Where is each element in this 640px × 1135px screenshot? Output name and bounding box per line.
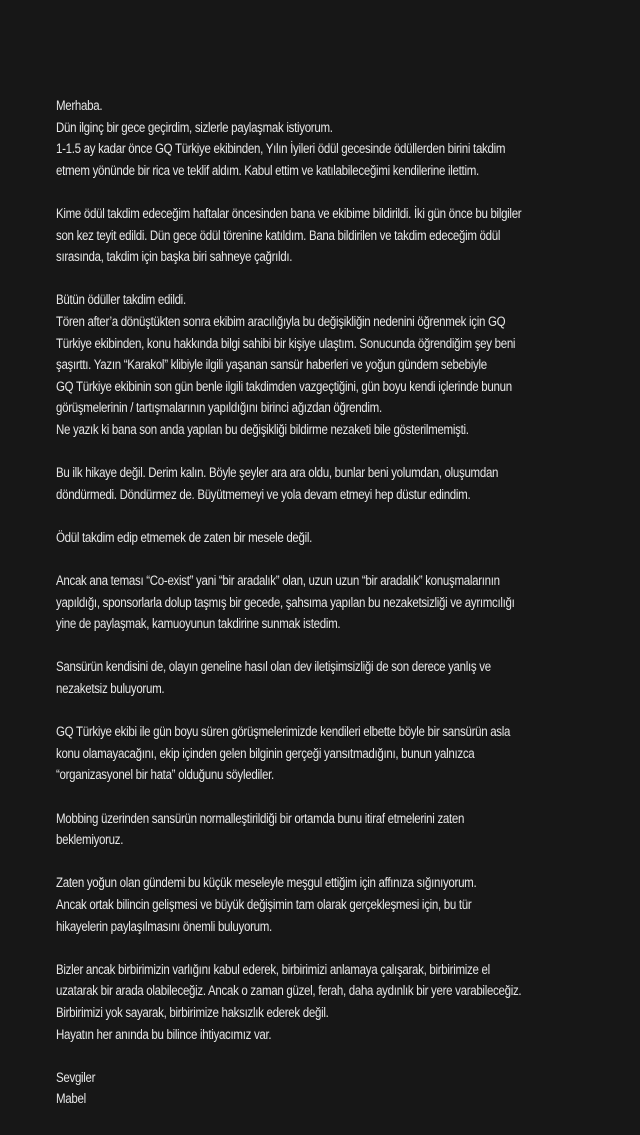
text-line: Ancak ortak bilincin gelişmesi ve büyük değişimin tam olarak gerçekleşmesi için, bu tür [56, 896, 472, 912]
text-line: Birbirimizi yok sayarak, birbirimize haksızlık ederek değil. [56, 1004, 329, 1020]
text-line: son kez teyit edildi. Dün gece ödül törenine katıldım. Bana bildirilen ve takdim edeceğim ödül [56, 227, 501, 243]
paragraph-togetherness [56, 959, 555, 1045]
paragraph-gq-response [56, 721, 555, 786]
text-line: Dün ilginç bir gece geçirdim, sizlerle paylaşmak istiyorum. [56, 119, 333, 135]
text-line: Bizler ancak birbirimizin varlığını kabul ederek, birbirimizi anlamaya çalışarak, birbirimize el [56, 961, 490, 977]
text-line: Bu ilk hikaye değil. Derim kalın. Böyle şeyler ara ara oldu, bunlar beni yolumdan, oluşumdan [56, 465, 499, 481]
text-line: “organizasyonel bir hata” olduğunu söylediler. [56, 767, 274, 783]
paragraph-award-notice [56, 203, 555, 268]
paragraph-censorship [56, 656, 555, 699]
text-line: hikayelerin paylaşılmasını önemli buluyorum. [56, 918, 272, 934]
paragraph-not-an-issue [56, 527, 555, 549]
text-line: GQ Türkiye ekibi ile gün boyu süren görüşmelerimizde kendileri elbette böyle bir sansürün asla [56, 724, 511, 740]
signature-closing: Sevgiler [56, 1069, 96, 1085]
letter-body [56, 95, 555, 1110]
paragraph-not-first-story [56, 462, 555, 505]
text-line: konu olamayacağını, ekip içinden gelen bilginin gerçeği yansıtmadığını, bunun yalnızca [56, 745, 475, 761]
paragraph-co-exist [56, 570, 555, 635]
text-line: uzatarak bir arada olabileceğiz. Ancak o zaman güzel, ferah, daha aydınlık bir yere varabileceğiz. [56, 983, 522, 999]
text-line: 1-1.5 ay kadar önce GQ Türkiye ekibinden, Yılın İyileri ödül gecesinde ödüllerden birini takdim [56, 141, 506, 157]
signature-name: Mabel [56, 1091, 86, 1107]
text-line: Tören after’a dönüştükten sonra ekibim aracılığıyla bu değişikliğin nedenini öğrenmek için GQ [56, 313, 506, 329]
text-line: beklemiyoruz. [56, 832, 124, 848]
text-line: Hayatın her anında bu bilince ihtiyacımız var. [56, 1026, 272, 1042]
text-line: Kime ödül takdim edeceğim haftalar öncesinden bana ve ekibime bildirildi. İki gün önce bu bilgiler [56, 205, 522, 221]
paragraph-apology [56, 872, 555, 937]
text-line: yine de paylaşmak, kamuoyunun takdirine sunmak istedim. [56, 616, 341, 632]
text-line: şaşırttı. Yazın “Karakol” klibiyle ilgili yaşanan sansür haberleri ve yoğun gündem sebebiyle [56, 357, 487, 373]
paragraph-greeting [56, 95, 555, 181]
text-line: GQ Türkiye ekibinin son gün benle ilgili takdimden vazgeçtiğini, gün boyu kendi içlerinde bunun [56, 378, 512, 394]
text-line: Türkiye ekibinden, konu hakkında bilgi sahibi bir kişiye ulaştım. Sonucunda öğrendiğim şey beni [56, 335, 516, 351]
text-line: Bütün ödüller takdim edildi. [56, 292, 186, 308]
text-line: görüşmelerinin / tartışmalarının yapıldığını birinci ağızdan öğrendim. [56, 400, 382, 416]
text-line: Ancak ana teması “Co-exist” yani “bir aradalık” olan, uzun uzun “bir aradalık” konuşmalarının [56, 573, 500, 589]
text-line: Ödül takdim edip etmemek de zaten bir mesele değil. [56, 529, 313, 545]
text-line: Mobbing üzerinden sansürün normalleştirildiği bir ortamda bunu itiraf etmelerini zaten [56, 810, 465, 826]
text-line: döndürmedi. Döndürmez de. Büyütmemeyi ve yola devam etmeyi hep düstur edindim. [56, 486, 471, 502]
text-line: Zaten yoğun olan gündemi bu küçük meseleyle meşgul ettiğim için affınıza sığınıyorum. [56, 875, 477, 891]
text-line: yapıldığı, sponsorlarla dolup taşmış bir gecede, şahsıma yapılan bu nezaketsizliği ve ayrımcılığı [56, 594, 515, 610]
text-line: nezaketsiz buluyorum. [56, 681, 165, 697]
signature [56, 1067, 555, 1110]
text-line: Sansürün kendisini de, olayın geneline hasıl olan dev iletişimsizliği de son derece yanlış ve [56, 659, 491, 675]
text-line: etmem yönünde bir rica ve teklif aldım. Kabul ettim ve katılabileceğimi kendilerine ilettim. [56, 162, 479, 178]
text-line: sırasında, takdim için başka biri sahneye çağrıldı. [56, 249, 293, 265]
text-line: Ne yazık ki bana son anda yapılan bu değişikliği bildirme nezaketi bile gösterilmemişti. [56, 421, 469, 437]
text-line: Merhaba. [56, 98, 103, 113]
paragraph-mobbing [56, 808, 555, 851]
paragraph-after-ceremony [56, 289, 555, 440]
